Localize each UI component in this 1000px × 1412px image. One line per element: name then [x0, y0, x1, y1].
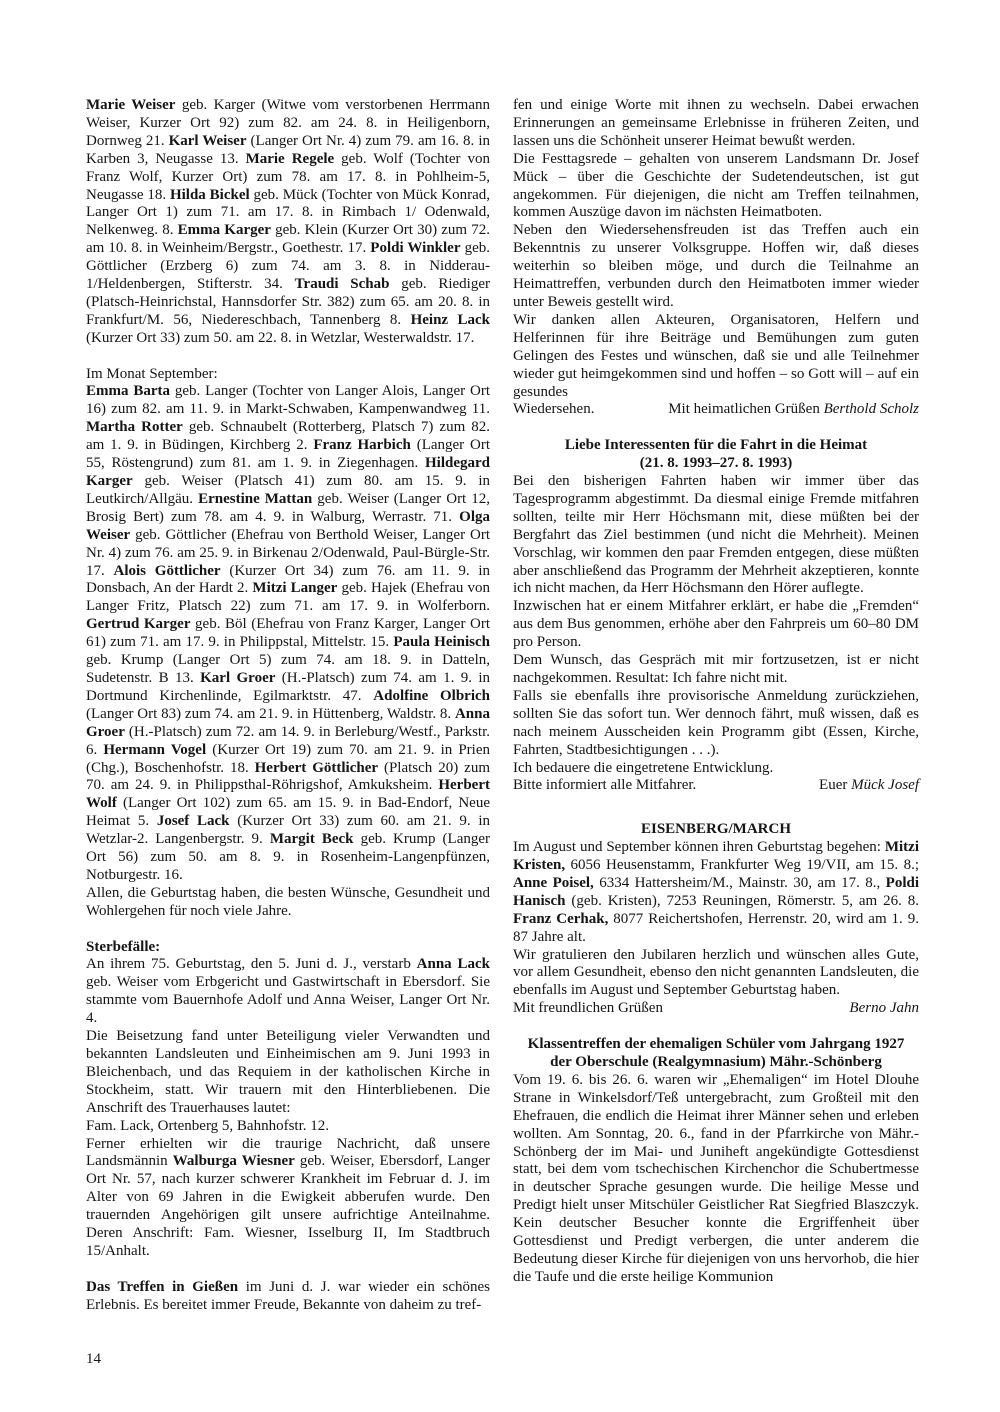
- person-name: Traudi Schab: [294, 276, 390, 293]
- trip-paragraph-5: Ich bedauere die eingetretene Entwicklung.: [513, 759, 774, 776]
- person-name: Gertrud Karger: [86, 616, 191, 633]
- greeting: Euer Mück Josef: [819, 777, 919, 794]
- person-name: Franz Cerhak,: [513, 910, 609, 927]
- person-name: Margit Beck: [269, 831, 354, 848]
- eisenberg-birthdays: Im August und September können ihren Geburtstag begehen: Mitzi Kristen, 6056 Heusenstamm, Frankfurter Weg 19/VII, am 15. 8.; Anne Poisel, 6334 Hattersheim/M., Mainstr. 30, am 17. 8., Poldi Hanisch (geb. Kristen), 7253 Reuningen, Römerstr. 5, am 26. 8. Franz Cerhak, 8077 Reichertshofen, Herrenstr. 20, wird am 1. 9. 87 Jahre alt.: [513, 839, 919, 945]
- right-column: [513, 97, 919, 1287]
- birthday-wishes: Allen, die Geburtstag haben, die besten Wünsche, Gesundheit und Wohlergehen für noch viele Jahre.: [86, 884, 490, 919]
- person-name: Adolfine Olbrich: [373, 687, 490, 704]
- meeting-continued: fen und einige Worte mit ihnen zu wechseln. Dabei erwachen Erinnerungen an gemeinsame Erlebnisse in früheren Zeiten, und lassen uns die Schönheit unserer Heimat bewußt werden.: [513, 97, 919, 149]
- person-name: Anne Poisel,: [513, 874, 594, 891]
- person-name: Emma Karger: [177, 222, 271, 239]
- reunion-paragraph: Neben den Wiedersehensfreuden ist das Treffen auch ein Bekenntnis zu unserer Volksgruppe. Hoffen wir, daß dieses weiterhin so bleiben möge, und durch die Teilnahme an Heimattreffen, verbunden durch den Heimatboten immer wieder unter Beweis gestellt wird.: [513, 222, 919, 310]
- person-name: Anna Groer: [86, 705, 490, 740]
- page-number: 14: [86, 1351, 101, 1367]
- person-name: Poldi Hanisch: [513, 874, 919, 909]
- person-name: Mitzi Langer: [252, 580, 338, 597]
- person-name: Marie Weiser: [86, 97, 176, 113]
- person-name: Martha Rotter: [86, 419, 183, 436]
- person-name: Heinz Lack: [410, 311, 490, 328]
- person-name: Herbert Wolf: [86, 777, 490, 812]
- signer-name: Berno Jahn: [849, 1000, 919, 1017]
- left-column: [86, 97, 490, 1315]
- person-name: Olga Weiser: [86, 508, 490, 543]
- class-reunion-heading: Klassentreffen der ehemaligen Schüler vom Jahrgang 1927 der Oberschule (Realgymnasium) Mähr.-Schönberg: [527, 1036, 905, 1070]
- trip-paragraph-3: Dem Wunsch, das Gespräch mit mir fortzusetzen, ist er nicht nachgekommen. Resultat: Ich fahre nicht mit.: [513, 652, 919, 686]
- person-name: Ernestine Mattan: [198, 490, 313, 507]
- greeting: Mit heimatlichen Grüßen Berthold Scholz: [668, 401, 919, 418]
- mourning-address: Fam. Lack, Ortenberg 5, Bahnhofstr. 12.: [86, 1117, 330, 1134]
- person-name: Hermann Vogel: [103, 741, 207, 758]
- person-name: Das Treffen in Gießen: [86, 1278, 239, 1295]
- september-heading: Im Monat September:: [86, 365, 218, 382]
- greeting: Mit freundlichen Grüßen: [513, 1000, 663, 1017]
- person-name: Walburga Wiesner: [172, 1153, 295, 1170]
- person-name: Hildegard Karger: [86, 455, 490, 490]
- august-birthdays-paragraph: Marie Weiser geb. Karger (Witwe vom verstorbenen Herrmann Weiser, Kurzer Ort 92) zum 82. am 24. 8. in Heiligenborn, Dornweg 21. Karl Weiser (Langer Ort Nr. 4) zum 79. am 16. 8. in Karben 3, Neugasse 13. Marie Regele geb. Wolf (Tochter von Franz Wolf, Kurzer Ort) zum 78. am 17. 8. in Pohlheim-5, Neugasse 18. Hilda Bickel geb. Mück (Tochter von Mück Konrad, Langer Ort 1) zum 71. am 17. 8. in Rimbach 1/ Odenwald, Nelkenweg. 8. Emma Karger geb. Klein (Kurzer Ort 30) zum 72. am 10. 8. in Weinheim/Bergstr., Goethestr. 17. Poldi Winkler geb. Göttlicher (Erzberg 6) zum 74. am 3. 8. in Nidderau-1/Heldenbergen, Stifterstr. 34. Traudi Schab geb. Riediger (Platsch-Heinrichstal, Hannsdorfer Str. 382) zum 65. am 20. 8. in Frankfurt/M. 56, Niedereschbach, Tannenberg 8. Heinz Lack (Kurzer Ort 33) zum 50. am 22. 8. in Wetzlar, Westerwaldstr. 17.: [86, 97, 491, 346]
- person-name: Herbert Göttlicher: [254, 759, 379, 776]
- person-name: Hilda Bickel: [169, 186, 250, 203]
- signature-jahn: [513, 1000, 919, 1018]
- person-name: Mitzi Kristen,: [513, 839, 919, 874]
- person-name: Franz Harbich: [313, 437, 411, 454]
- person-name: Marie Regele: [245, 150, 335, 167]
- person-name: Poldi Winkler: [370, 240, 461, 257]
- eisenberg-heading: EISENBERG/MARCH: [640, 821, 792, 838]
- inform-line: Bitte informiert alle Mitfahrer.: [513, 777, 697, 794]
- signature-mueck: [513, 777, 919, 795]
- death-anna-lack: An ihrem 75. Geburtstag, den 5. Juni d. J., verstarb Anna Lack geb. Weiser vom Erbgericht und Gastwirtschaft in Ebersdorf. Sie stammte vom Bauernhofe Adolf und Anna Weiser, Langer Ort Nr. 4.: [86, 956, 490, 1027]
- person-name: Paula Heinisch: [393, 634, 491, 651]
- closing-word: Wiedersehen.: [513, 401, 595, 418]
- person-name: Karl Weiser: [168, 132, 247, 149]
- trip-paragraph-2: Inzwischen hat er einem Mitfahrer erklärt, er habe die „Fremden“ aus dem Bus genommen, erhöhe aber den Fahrpreis um 60–80 DM pro Person.: [513, 598, 919, 651]
- deaths-heading: Sterbefälle:: [86, 938, 161, 955]
- death-walburga-wiesner: Ferner erhielten wir die traurige Nachricht, daß unsere Landsmännin Walburga Wiesner geb. Weiser, Ebersdorf, Langer Ort Nr. 57, nach kurzer schwerer Krankheit im Februar d. J. im Alter von 69 Jahren in die Ewigkeit abberufen wurde. Den trauernden Angehörigen gilt unsere aufrichtige Anteilnahme. Deren Anschrift: Fam. Wiesner, Isselburg II, Im Stadtbruch 15/Anhalt.: [86, 1135, 490, 1259]
- trip-paragraph-4: Falls sie ebenfalls ihre provisorische Anmeldung zurückziehen, sollten Sie das sofort tun. Wer dennoch fährt, muß wissen, daß es nach meinem Ausscheiden kein Programm gibt (Essen, Kirche, Fahrten, Stadtbesichtigungen . . .).: [513, 687, 919, 758]
- person-name: Alois Göttlicher: [113, 562, 221, 579]
- meeting-giessen-paragraph: Das Treffen in Gießen im Juni d. J. war wieder ein schönes Erlebnis. Es bereitet immer Freude, Bekannte von daheim zu tref-: [86, 1278, 490, 1313]
- person-name: Emma Barta: [86, 383, 170, 400]
- eisenberg-wishes: Wir gratulieren den Jubilaren herzlich und wünschen alles Gute, vor allem Gesundheit, ebenso den nicht genannten Landsleuten, die ebenfalls im August und September Geburtstag haben.: [513, 946, 919, 999]
- festive-speech-paragraph: Die Festtagsrede – gehalten von unserem Landsmann Dr. Josef Mück – über die Geschichte der Sudetendeutschen, ist gut angekommen. Für diejenigen, die nicht am Treffen teilnahmen, kommen Auszüge davon im nächsten Heimatboten.: [513, 150, 919, 221]
- signer-name: Mück Josef: [851, 777, 919, 794]
- thanks-paragraph: Wir danken allen Akteuren, Organisatoren, Helfern und Helferinnen für ihre Beiträge und Bemühungen zum guten Gelingen des Festes und wünschen, daß sie und alle Teilnehmer wieder gut heimgekommen sind und hoffen – so Gott will – auf ein gesundes: [513, 311, 919, 400]
- person-name: Karl Groer: [200, 669, 276, 686]
- trip-paragraph-1: Bei den bisherigen Fahrten haben wir immer über das Tagesprogramm abgestimmt. Da diesmal einige Fremde mitfahren sollten, teilte mir Herr Höchsmann mit, diese müßten bei der Bergfahrt das Ziel bestimmen (und nicht die Mehrheit). Meinen Vorschlag, wir kommen den paar Fremden entgegen, diese müßten aber anschließend das Programm der Mehrheit akzeptieren, konnte ich nicht machen, da Herr Höchsmann den Hörer auflegte.: [513, 473, 919, 597]
- signer-name: Berthold Scholz: [823, 401, 919, 418]
- september-birthdays-paragraph: Emma Barta geb. Langer (Tochter von Langer Alois, Langer Ort 16) zum 82. am 11. 9. in Markt-Schwaben, Kampenwandweg 11. Martha Rotter geb. Schnaubelt (Rotterberg, Platsch 7) zum 82. am 1. 9. in Büdingen, Kirchberg 2. Franz Harbich (Langer Ort 55, Röstengrund) zum 81. am 1. 9. in Ziegenhagen. Hildegard Karger geb. Weiser (Platsch 41) zum 80. am 15. 9. in Leutkirch/Allgäu. Ernestine Mattan geb. Weiser (Langer Ort 12, Brosig Bert) zum 78. am 4. 9. in Walburg, Werrastr. 71. Olga Weiser geb. Göttlicher (Ehefrau von Berthold Weiser, Langer Ort Nr. 4) zum 76. am 25. 9. in Birkenau 2/Odenwald, Paul-Bürgle-Str. 17. Alois Göttlicher (Kurzer Ort 34) zum 76. am 11. 9. in Donsbach, An der Hardt 2. Mitzi Langer geb. Hajek (Ehefrau von Langer Fritz, Platsch 22) zum 71. am 17. 9. in Wolferborn. Gertrud Karger geb. Böl (Ehefrau von Franz Karger, Langer Ort 61) zum 71. am 17. 9. in Philippstal, Mittelstr. 15. Paula Heinisch geb. Krump (Langer Ort 5) zum 74. am 18. 9. in Datteln, Sudetenstr. B 13. Karl Groer (H.-Platsch) zum 74. am 1. 9. in Dortmund Kirchenlinde, Egilmarktstr. 47. Adolfine Olbrich (Langer Ort 83) zum 74. am 21. 9. in Hüttenberg, Waldstr. 8. Anna Groer (H.-Platsch) zum 72. am 14. 9. in Berleburg/Westf., Parkstr. 6. Hermann Vogel (Kurzer Ort 19) zum 70. am 21. 9. in Prien (Chg.), Boschenhofstr. 18. Herbert Göttlicher (Platsch 20) zum 70. am 24. 9. in Philippsthal-Röhrigshof, Amkuksheim. Herbert Wolf (Langer Ort 102) zum 65. am 15. 9. in Bad-Endorf, Neue Heimat 5. Josef Lack (Kurzer Ort 33) zum 60. am 21. 9. in Wetzlar-2. Langenbergstr. 9. Margit Beck geb. Krump (Langer Ort 56) zum 50. am 8. 9. in Rosenheim-Langenpfünzen, Notburgestr. 16.: [86, 383, 491, 883]
- funeral-paragraph: Die Beisetzung fand unter Beteiligung vieler Verwandten und bekannten Landsleuten und Einheimischen am 9. Juni 1993 in Bleichenbach, und das Requiem in der katholischen Kirche in Stockheim, statt. Wir trauern mit den Hinterbliebenen. Die Anschrift des Trauerhauses lautet:: [86, 1028, 490, 1116]
- signature-scholz: [513, 401, 919, 419]
- person-name: Josef Lack: [156, 813, 230, 830]
- class-reunion-paragraph: Vom 19. 6. bis 26. 6. waren wir „Ehemaligen“ im Hotel Dlouhe Strane in Winkelsdorf/Teß untergebracht, zum Großteil mit den Ehefrauen, die endlich die Heimat ihrer Männer sehen und erleben wollten. Am Sonntag, 20. 6., fand in der Pfarrkirche von Mähr.-Schönberg der im Mai- und Juniheft angekündigte Gottesdienst statt, bei dem vom tschechischen Kirchenchor die Schubertmesse in deutscher Sprache gesungen wurde. Die heilige Messe und Predigt hielt unser Mitschüler Geistlicher Rat Siegfried Blaszczyk. Kein deutscher Besucher konnte die Ergriffenheit über Gottesdienst und Predigt verbergen, die unter anderem die Bedeutung dieser Kirche für diejenigen von uns hervorhob, die hier die Taufe und die erste heilige Kommunion: [513, 1071, 919, 1285]
- person-name: Anna Lack: [416, 956, 490, 973]
- trip-heading: Liebe Interessenten für die Fahrt in die Heimat (21. 8. 1993–27. 8. 1993): [564, 437, 868, 472]
